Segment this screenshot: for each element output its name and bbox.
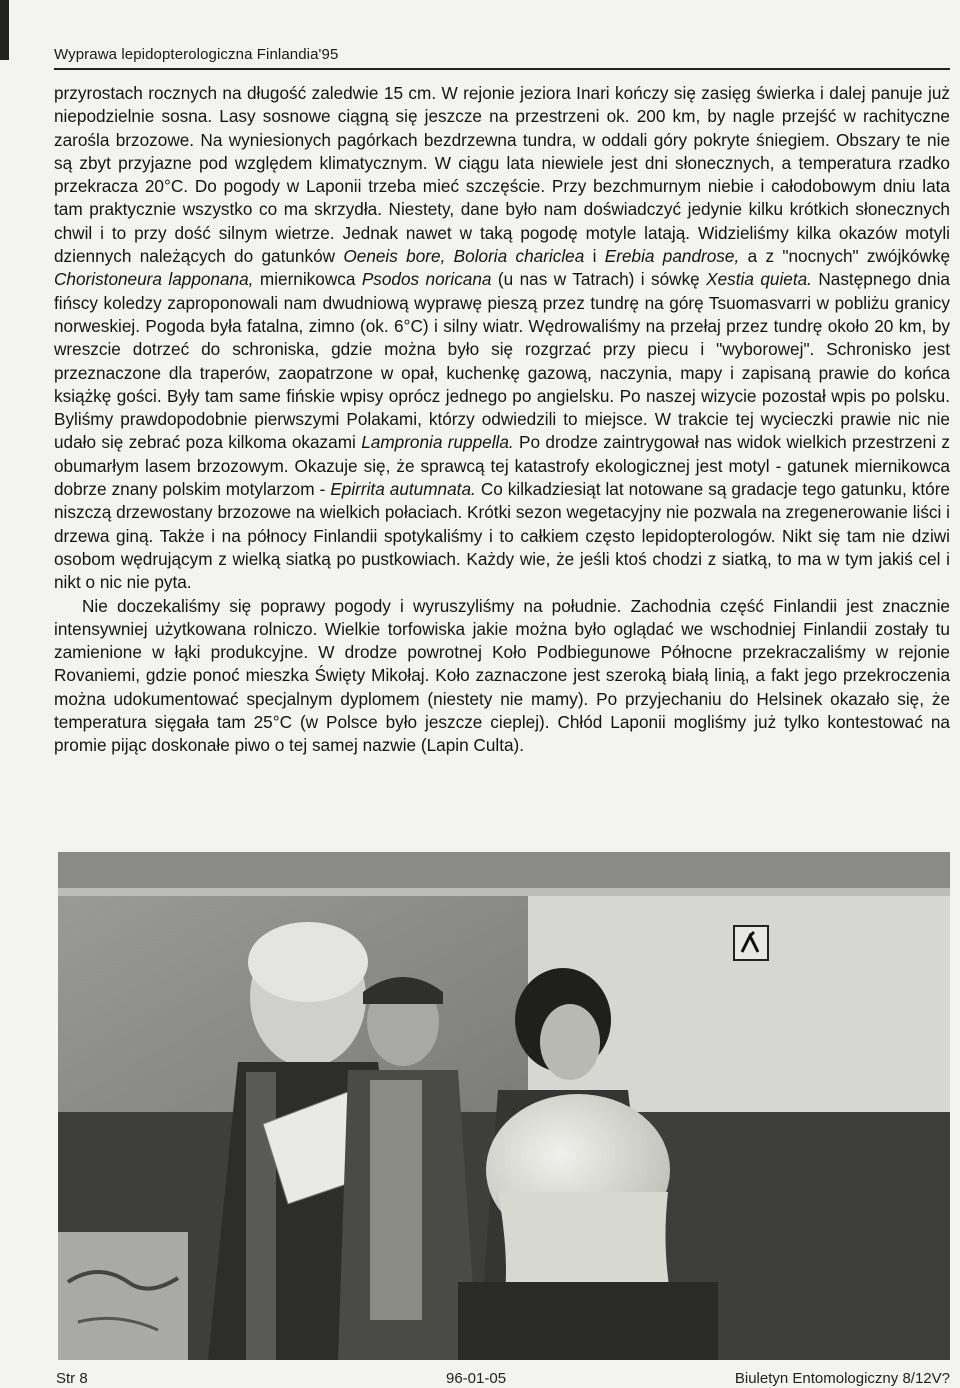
text-run: i bbox=[584, 246, 605, 267]
species-name: Xestia quieta. bbox=[706, 269, 812, 290]
header-rule bbox=[54, 68, 950, 70]
paragraph bbox=[54, 82, 950, 595]
footer-date: 96-01-05 bbox=[446, 1370, 507, 1387]
species-name: Psodos noricana bbox=[361, 269, 492, 290]
scan-edge-mark bbox=[0, 0, 9, 60]
page-number: Str 8 bbox=[56, 1370, 88, 1387]
paragraph bbox=[54, 595, 950, 758]
group-photo-image bbox=[58, 852, 950, 1360]
species-name: Erebia pandrose, bbox=[604, 246, 740, 267]
text-run: miernikowca bbox=[253, 269, 362, 290]
article-body bbox=[54, 82, 950, 758]
text-run: Co kilkadziesiąt lat notowane są gradacje tego gatunku, które niszczą drzewostany brzozowe na wielkich połaciach. Krótki sezon wegetacyjny nie pozwala na zregenerowanie liści i drzewa giną. Także i na północy Finlandii spotykaliśmy i to całkiem często lepidopterologów. Nikt się tam nie dziwi osobom wędrującym z wielką siatką po pustkowiach. Każdy wie, że jeśli ktoś chodzi z siatką, to ma w tym jakiś cel i nikt o nic nie pyta. bbox=[54, 479, 950, 593]
group-photo bbox=[58, 852, 950, 1360]
species-name: Lampronia ruppella. bbox=[361, 432, 514, 453]
page-footer bbox=[54, 1368, 950, 1388]
text-run: Nie doczekaliśmy się poprawy pogody i wyruszyliśmy na południe. Zachodnia część Finlandii jest znacznie intensywniej użytkowana rolniczo. Wielkie torfowiska jakie można było oglądać we wschodniej Finlandii zostały tu zamienione w łąki produkcyjne. W drodze powrotnej Koło Podbiegunowe Północne przekraczaliśmy w rejonie Rovaniemi, gdzie ponoć mieszka Święty Mikołaj. Koło zaznaczone jest szeroką białą linią, a fakt jego przekroczenia można udokumentować specjalnym dyplomem (niestety nie mamy). Po przyjechaniu do Helsinek okazało się, że temperatura sięgała tam 25°C (w Polsce było jeszcze cieplej). Chłód Laponii mogliśmy już tylko kontestować na promie pijąc doskonałe piwo o tej samej nazwie (Lapin Culta). bbox=[54, 595, 950, 756]
running-header: Wyprawa lepidopterologiczna Finlandia'95 bbox=[54, 46, 339, 63]
journal-name: Biuletyn Entomologiczny 8/12V? bbox=[734, 1370, 950, 1387]
text-run: Po drodze zaintrygował nas widok wielkich przestrzeni z obumarłym lasem brzozowym. Okazuje się, że sprawcą tej katastrofy ekologicznej jest motyl - gatunek miernikowca dobrze znany polskim motylarzom - bbox=[54, 432, 950, 500]
species-name: Oeneis bore, Boloria chariclea bbox=[343, 246, 585, 267]
text-run: Następnego dnia fińscy koledzy zaproponowali nam dwudniową wyprawę pieszą przez tundrę na górę Tsuomasvarri w pobliżu granicy norweskiej. Pogoda była fatalna, zimno (ok. 6°C) i silny wiatr. Wędrowaliśmy na przełaj przez tundrę około 20 km, by wreszcie dotrzeć do schroniska, gdzie można było się rozgrzać przy piecu i "wyborowej". Schronisko jest przeznaczone dla traperów, zaopatrzone w opał, kuchenkę gazową, naczynia, mapy i zapisaną prawie do końca książkę gości. Były tam same fińskie wpisy oprócz jednego po angielsku. Po naszej wizycie pozostał wpis po polsku. Byliśmy prawdopodobnie pierwszymi Polakami, którzy odwiedzili to miejsce. W trakcie tej wycieczki prawie nic nie udało się zebrać poza kilkoma okazami bbox=[54, 269, 950, 453]
text-run: przyrostach rocznych na długość zaledwie 15 cm. W rejonie jeziora Inari kończy się zasięg świerka i dalej panuje już niepodzielnie sosna. Lasy sosnowe ciągną się jeszcze na przestrzeni ok. 200 km, by nagle przejść w rachityczne zarośla brzozowe. Na wyniesionych pagórkach bezdrzewna tundra, w oddali góry pokryte śniegiem. Obszary te nie są zbyt przyjazne pod względem klimatycznym. W ciągu lata niewiele jest dni słonecznych, a temperatura rzadko przekracza 20°C. Do pogody w Laponii trzeba mieć szczęście. Przy bezchmurnym niebie i całodobowym dniu lata tam praktycznie wszystko co ma skrzydła. Niestety, dane było nam doświadczyć jedynie kilku krótkich słonecznych chwil i to przy dość silnym wietrze. Jednak nawet w taką pogodę motyle latają. Widzieliśmy kilka okazów motyli dziennych należących do gatunków bbox=[54, 83, 950, 267]
species-name: Choristoneura lapponana, bbox=[54, 269, 254, 290]
species-name: Epirrita autumnata. bbox=[330, 479, 476, 500]
text-run: (u nas w Tatrach) i sówkę bbox=[491, 269, 707, 290]
text-run: a z "nocnych" zwójkówkę bbox=[739, 246, 951, 267]
